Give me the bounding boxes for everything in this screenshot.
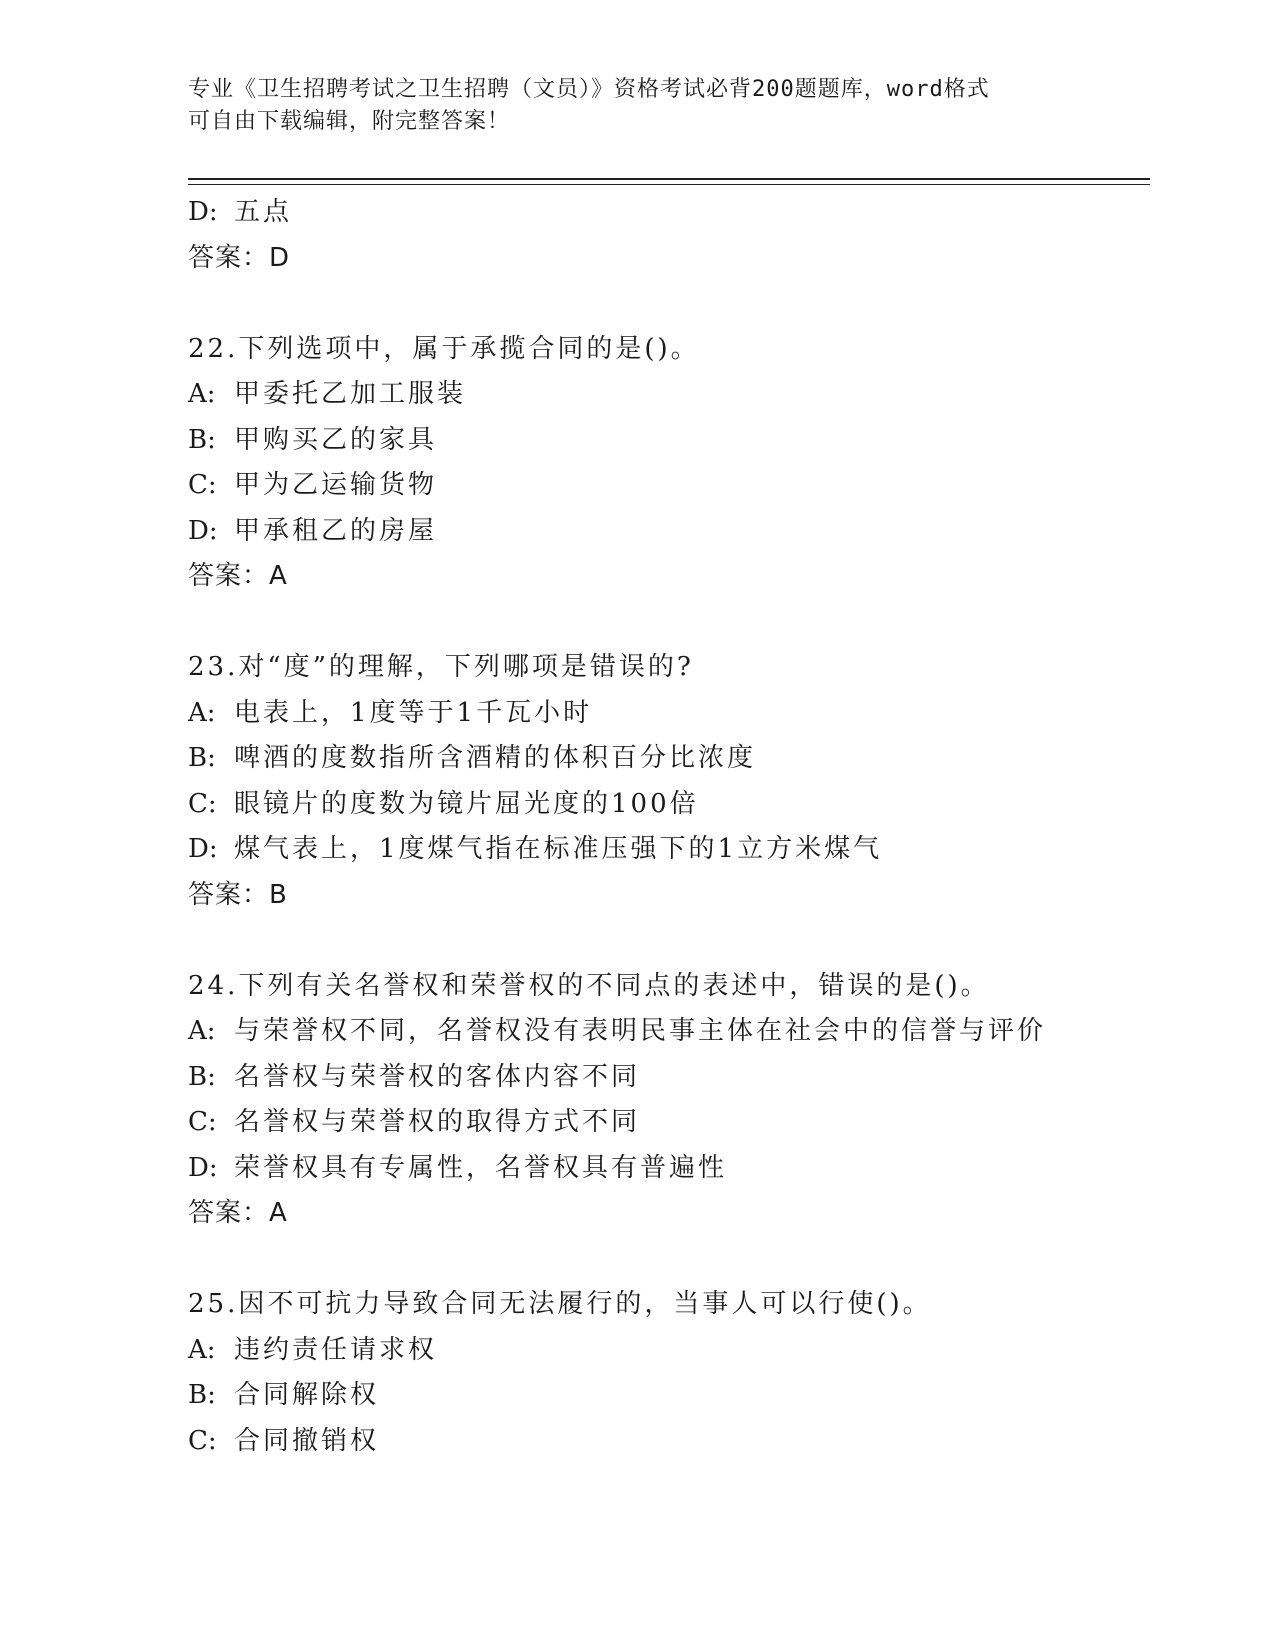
option-letter: A: <box>188 1334 216 1365</box>
question-list <box>188 190 1148 1464</box>
answer-line: 答案：B <box>188 879 288 910</box>
option-letter: C: <box>188 788 217 819</box>
option-row <box>188 1100 1148 1146</box>
option-row <box>188 736 1148 782</box>
option-text: 合同撤销权 <box>234 1425 380 1456</box>
header-title-line-2: 可自由下载编辑，附完整答案！ <box>188 109 511 134</box>
option-text: 合同解除权 <box>234 1380 380 1410</box>
option-letter: D: <box>188 1152 218 1183</box>
option-row <box>188 418 1148 464</box>
option-text: 五点 <box>234 197 293 227</box>
option-letter: B: <box>188 1380 216 1410</box>
option-text: 违约责任请求权 <box>234 1334 438 1365</box>
option-text: 啤酒的度数指所含酒精的体积百分比浓度 <box>234 743 757 773</box>
question-stem: 25.因不可抗力导致合同无法履行的，当事人可以行使()。 <box>188 1289 932 1319</box>
option-row <box>188 1009 1148 1055</box>
option-letter: B: <box>188 1061 216 1092</box>
option-row <box>188 190 1148 236</box>
option-text: 名誉权与荣誉权的取得方式不同 <box>234 1107 641 1137</box>
option-row <box>188 1419 1148 1465</box>
option-letter: D: <box>188 197 218 227</box>
option-letter: C: <box>188 470 217 500</box>
option-letter: C: <box>188 1107 217 1137</box>
question-stem: 22.下列选项中，属于承揽合同的是()。 <box>188 333 700 364</box>
option-letter: A: <box>188 1016 216 1046</box>
option-text: 甲委托乙加工服装 <box>234 379 467 409</box>
option-row <box>188 782 1148 828</box>
answer-line: 答案：A <box>188 1198 288 1228</box>
option-text: 与荣誉权不同，名誉权没有表明民事主体在社会中的信誉与评价 <box>234 1016 1047 1046</box>
option-text: 名誉权与荣誉权的客体内容不同 <box>234 1061 641 1092</box>
question-stem: 24.下列有关名誉权和荣誉权的不同点的表述中，错误的是()。 <box>188 970 990 1001</box>
option-row <box>188 827 1148 873</box>
option-text: 煤气表上，1度煤气指在标准压强下的1立方米煤气 <box>234 834 883 864</box>
option-letter: B: <box>188 424 216 455</box>
header-divider-thick <box>188 178 1150 180</box>
option-row <box>188 372 1148 418</box>
option-row <box>188 691 1148 737</box>
option-letter: C: <box>188 1425 217 1456</box>
option-text: 眼镜片的度数为镜片屈光度的100倍 <box>234 788 699 819</box>
header-title-line-1: 专业《卫生招聘考试之卫生招聘（文员）》资格考试必背200题题库，word格式 <box>188 77 990 102</box>
option-letter: D: <box>188 834 218 864</box>
option-row <box>188 1373 1148 1419</box>
option-letter: D: <box>188 515 218 546</box>
option-text: 甲承租乙的房屋 <box>234 515 438 546</box>
option-row <box>188 1328 1148 1374</box>
option-letter: A: <box>188 379 216 409</box>
option-letter: B: <box>188 743 216 773</box>
option-row <box>188 1146 1148 1192</box>
option-row <box>188 463 1148 509</box>
header-divider-thin <box>188 184 1150 185</box>
option-row <box>188 1055 1148 1101</box>
option-text: 电表上，1度等于1千瓦小时 <box>234 697 593 728</box>
answer-line: 答案：D <box>188 242 291 273</box>
option-letter: A: <box>188 697 216 728</box>
option-text: 荣誉权具有专属性，名誉权具有普遍性 <box>234 1152 728 1183</box>
option-text: 甲为乙运输货物 <box>234 470 438 500</box>
question-stem: 23.对“度”的理解，下列哪项是错误的? <box>188 652 694 682</box>
answer-line: 答案：A <box>188 561 288 591</box>
option-row <box>188 509 1148 555</box>
option-text: 甲购买乙的家具 <box>234 424 438 455</box>
document-header <box>188 74 1088 138</box>
